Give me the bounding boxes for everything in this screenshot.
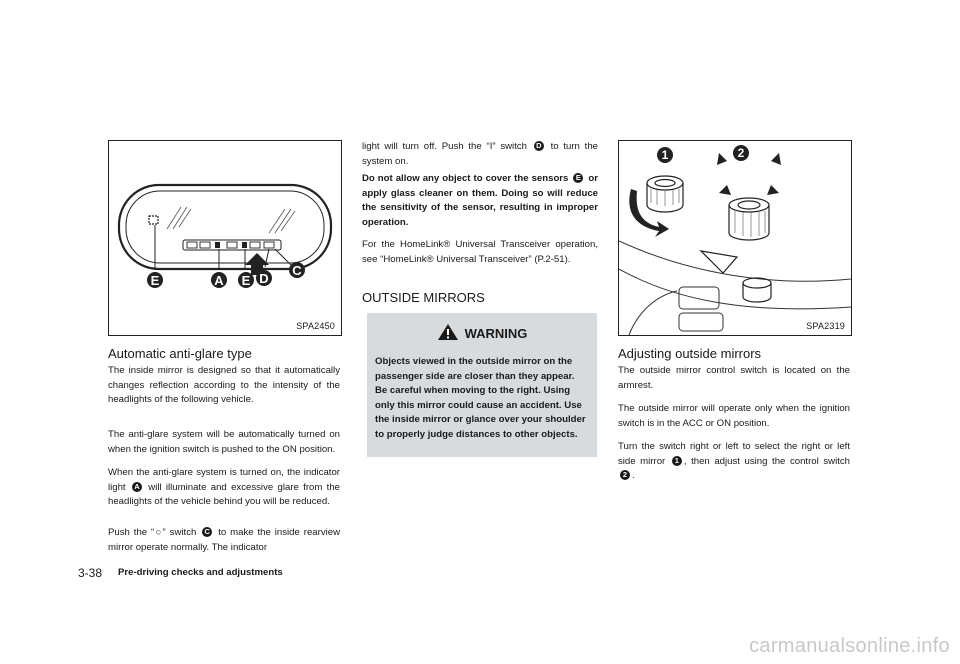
- warning-body: Objects viewed in the outside mirror on the passenger side are closer than they appear. Be careful when moving to the right. Using only this mirror could cause an accident. Use the inside mirror or glance over your shoulder to properly judge distances to other objects.: [375, 356, 586, 440]
- text: When the anti-glare system is turned on, the indicator light: [108, 467, 340, 493]
- text: Push the “○” switch: [108, 527, 197, 538]
- ref-a-badge: A: [132, 482, 142, 492]
- section-heading-adjusting: Adjusting outside mirrors: [618, 346, 762, 361]
- ref-e-badge: E: [573, 173, 583, 183]
- warning-title: [367, 323, 597, 341]
- figure-code: SPA2450: [296, 321, 335, 331]
- text: to make the inside rearview mirror operate normally. The indicator: [108, 527, 341, 553]
- text: WARNING: [464, 326, 528, 341]
- text: , then adjust using the control switch: [683, 455, 851, 467]
- text: .: [632, 470, 635, 482]
- paragraph-homelink: For the HomeLink® Universal Transceiver operation, see “HomeLink® Universal Transceiver” (P.2-51).: [362, 239, 598, 265]
- ref-d-badge: D: [534, 141, 544, 151]
- paragraph-adjusting-2: The outside mirror will operate only when the ignition switch is in the ACC or ON position.: [618, 403, 850, 429]
- text: light will turn off. Push the “I” switch: [362, 141, 527, 152]
- ref-1-badge: 1: [672, 456, 682, 466]
- callout-e-right-text: E: [241, 273, 251, 288]
- ref-c-badge: C: [202, 527, 212, 537]
- warning-box: [367, 313, 597, 457]
- paragraph-adjusting-3: [618, 440, 850, 484]
- callout-c-text: C: [292, 263, 302, 278]
- figure-code: SPA2319: [806, 321, 845, 331]
- paragraph-anti-glare-4: [108, 526, 340, 555]
- site-watermark: carmanualsonline.info: [749, 635, 950, 657]
- switch-illustration: [619, 141, 851, 335]
- page-number: 3-38: [78, 566, 103, 580]
- paragraph-anti-glare-3: [108, 466, 340, 510]
- mirror-illustration: [109, 141, 341, 335]
- warning-icon: [437, 323, 459, 341]
- section-heading-outside-mirrors: OUTSIDE MIRRORS: [362, 290, 485, 305]
- paragraph-adjusting-1: The outside mirror control switch is located on the armrest.: [618, 365, 850, 391]
- callout-d-text: D: [259, 271, 269, 286]
- figure-rearview-mirror: [108, 140, 342, 336]
- paragraph-indicator-continued: [362, 140, 598, 169]
- callout-a-text: A: [214, 273, 224, 288]
- paragraph-sensor-caution: [362, 172, 598, 230]
- text: will illuminate and excessive glare from the headlights of the vehicle behind you will be reduced.: [108, 481, 341, 508]
- figure-outside-mirror-switch: [618, 140, 852, 336]
- section-heading-anti-glare: Automatic anti-glare type: [108, 346, 252, 361]
- text: Do not allow any object to cover the sensors: [362, 173, 569, 184]
- paragraph-anti-glare-1: The inside mirror is designed so that it automatically changes reflection according to the intensity of the headlights of the following vehicle.: [108, 365, 340, 406]
- callout-1-text: 1: [661, 148, 669, 162]
- paragraph-anti-glare-2: The anti-glare system will be automatically turned on when the ignition switch is pushed to the ON position.: [108, 429, 340, 455]
- text: or apply glass cleaner on them. Doing so will reduce the sensitivity of the sensor, resulting in improper operation.: [362, 173, 598, 228]
- text: Turn the switch right or left to select the right or left side mirror: [618, 441, 850, 467]
- callout-2-text: 2: [737, 146, 745, 160]
- footer-chapter-title: Pre-driving checks and adjustments: [118, 567, 283, 578]
- ref-2-badge: 2: [620, 470, 630, 480]
- text: to turn the system on.: [362, 141, 598, 167]
- callout-e-left-text: E: [150, 273, 160, 288]
